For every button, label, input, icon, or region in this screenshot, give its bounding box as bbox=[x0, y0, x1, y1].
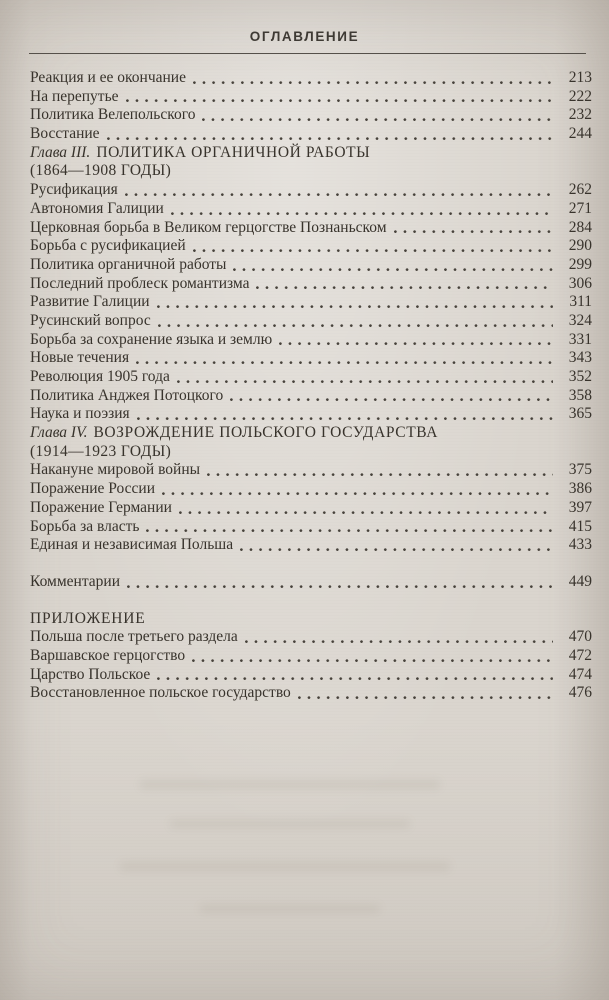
dot-leader bbox=[179, 511, 553, 515]
toc-entry-page-number: 386 bbox=[568, 480, 592, 498]
toc-entry-page-number: 449 bbox=[568, 572, 592, 590]
toc-entry-label: Наука и поэзия bbox=[30, 405, 130, 423]
toc-entry-row bbox=[30, 256, 592, 275]
toc-entry-label: Последний проблеск романтизма bbox=[30, 274, 250, 292]
toc-entry-label: Развитие Галиции bbox=[30, 293, 150, 311]
toc-entry-row bbox=[30, 628, 592, 647]
toc-entry-page-number: 324 bbox=[568, 311, 592, 329]
toc-entry-label: Русинский вопрос bbox=[30, 311, 151, 329]
toc-entry-label: Поражение России bbox=[30, 480, 156, 498]
toc-entry-label: Восстание bbox=[30, 125, 100, 143]
toc-entry-row bbox=[30, 312, 592, 331]
dot-leader bbox=[158, 324, 553, 328]
toc-entry-row bbox=[30, 69, 592, 88]
toc-entry-label: На перепутье bbox=[30, 87, 119, 105]
dot-leader bbox=[193, 249, 553, 253]
toc-entry-label: Новые течения bbox=[30, 349, 130, 367]
dot-leader bbox=[298, 696, 553, 700]
toc-entry-row bbox=[30, 349, 592, 368]
toc-entry-row bbox=[30, 536, 592, 555]
toc-entry-page-number: 290 bbox=[568, 237, 592, 255]
toc-entry-label: Комментарии bbox=[30, 572, 120, 590]
dot-leader bbox=[162, 492, 553, 496]
toc-entry-page-number: 358 bbox=[568, 386, 592, 404]
dot-leader bbox=[137, 417, 553, 421]
dot-leader bbox=[127, 585, 553, 589]
toc-entry-label: Церковная борьба в Великом герцогстве Познаньском bbox=[30, 218, 387, 236]
toc-entry-row bbox=[30, 125, 592, 144]
toc-entry-label: Восстановленное польское государство bbox=[30, 684, 291, 702]
toc-entry-page-number: 284 bbox=[568, 218, 592, 236]
toc-entry-label: Польша после третьего раздела bbox=[30, 628, 238, 646]
toc-entry-row bbox=[30, 275, 592, 294]
dot-leader bbox=[126, 99, 553, 103]
toc-entry-page-number: 415 bbox=[568, 517, 592, 535]
dot-leader bbox=[157, 677, 553, 681]
toc-entry-page-number: 343 bbox=[568, 349, 592, 367]
dot-leader bbox=[233, 268, 553, 272]
toc-entry-page-number: 476 bbox=[568, 684, 592, 702]
toc-entry-page-number: 472 bbox=[568, 646, 592, 664]
toc-blank-line bbox=[30, 555, 592, 573]
toc-entry-row bbox=[30, 200, 592, 219]
dot-leader bbox=[245, 640, 553, 644]
toc-entry-row bbox=[30, 573, 592, 592]
toc-section-heading: ПРИЛОЖЕНИЕ bbox=[30, 609, 146, 627]
toc-entry-page-number: 474 bbox=[568, 665, 592, 683]
toc-entry-label: Поражение Германии bbox=[30, 498, 172, 516]
toc-entry-row bbox=[30, 405, 592, 424]
dot-leader bbox=[146, 529, 553, 533]
dot-leader bbox=[230, 398, 553, 402]
toc-entry-row bbox=[30, 106, 592, 125]
dot-leader bbox=[125, 193, 553, 197]
toc-entry-label: Политика органичной работы bbox=[30, 255, 227, 273]
toc-entry-row bbox=[30, 368, 592, 387]
toc-entry-page-number: 433 bbox=[568, 536, 592, 554]
toc-entry-row bbox=[30, 684, 592, 703]
toc-entry-row bbox=[30, 219, 592, 238]
toc-entry-row bbox=[30, 461, 592, 480]
toc-entry-label: Политика Анджея Потоцкого bbox=[30, 386, 224, 404]
page-title: ОГЛАВЛЕНИЕ bbox=[249, 29, 360, 44]
dot-leader bbox=[202, 118, 553, 122]
toc-entry-page-number: 352 bbox=[568, 368, 592, 385]
toc-entry-row bbox=[30, 387, 592, 406]
toc-entry-page-number: 331 bbox=[568, 330, 592, 348]
toc-entry-row bbox=[30, 499, 592, 518]
page-showthrough-smudge bbox=[120, 862, 450, 871]
toc-chapter-heading bbox=[30, 424, 592, 443]
dot-leader bbox=[240, 548, 553, 552]
toc-entry-page-number: 213 bbox=[568, 69, 592, 86]
dot-leader bbox=[193, 81, 553, 85]
toc-entry-page-number: 365 bbox=[568, 405, 592, 423]
toc-entry-page-number: 222 bbox=[568, 87, 592, 105]
toc-entry-label: Реакция и ее окончание bbox=[30, 69, 186, 86]
toc-entry-page-number: 397 bbox=[568, 498, 592, 516]
toc-entry-row bbox=[30, 237, 592, 256]
toc-chapter-years: (1864—1908 ГОДЫ) bbox=[30, 162, 172, 180]
header-divider bbox=[29, 53, 586, 54]
toc-entry-label: Русификация bbox=[30, 181, 118, 199]
dot-leader bbox=[136, 361, 553, 365]
toc-entry-row bbox=[30, 88, 592, 107]
dot-leader bbox=[192, 659, 553, 663]
toc-entry-label: Накануне мировой войны bbox=[30, 461, 201, 479]
toc-entry-row bbox=[30, 331, 592, 350]
toc-entry-row bbox=[30, 518, 592, 537]
toc-entry-label: Борьба за сохранение языка и землю bbox=[30, 330, 273, 348]
toc-entry-label: Единая и независимая Польша bbox=[30, 536, 234, 554]
dot-leader bbox=[157, 305, 553, 309]
toc-entry-row bbox=[30, 480, 592, 499]
toc-entry-page-number: 375 bbox=[568, 461, 592, 479]
toc-entry-label: Политика Велепольского bbox=[30, 106, 196, 124]
toc-entry-row bbox=[30, 181, 592, 200]
toc-entry-page-number: 311 bbox=[569, 293, 592, 311]
toc-entry-label: Варшавское герцогство bbox=[30, 646, 186, 664]
chapter-number-label: Глава III. bbox=[30, 143, 91, 161]
page-showthrough-smudge bbox=[140, 780, 440, 789]
toc-entry-row bbox=[30, 293, 592, 312]
toc-entry-page-number: 262 bbox=[568, 181, 592, 199]
toc-blank-line bbox=[30, 592, 592, 610]
chapter-title-label: ПОЛИТИКА ОРГАНИЧНОЙ РАБОТЫ bbox=[96, 143, 371, 161]
dot-leader bbox=[207, 473, 553, 477]
page-showthrough-smudge bbox=[200, 905, 380, 913]
toc-entry-page-number: 232 bbox=[568, 106, 592, 124]
toc-entry-page-number: 244 bbox=[568, 125, 592, 143]
dot-leader bbox=[107, 137, 553, 141]
dot-leader bbox=[171, 212, 553, 216]
page-showthrough-smudge bbox=[170, 820, 410, 828]
toc-chapter-years: (1914—1923 ГОДЫ) bbox=[30, 442, 172, 460]
table-of-contents bbox=[30, 69, 592, 703]
toc-entry-label: Царство Польское bbox=[30, 665, 151, 683]
toc-entry-page-number: 470 bbox=[568, 628, 592, 646]
toc-chapter-heading bbox=[30, 144, 592, 163]
dot-leader bbox=[279, 342, 553, 346]
toc-entry-row bbox=[30, 666, 592, 685]
dot-leader bbox=[394, 230, 553, 234]
dot-leader bbox=[177, 380, 553, 384]
dot-leader bbox=[256, 286, 553, 290]
toc-entry-label: Борьба с русификацией bbox=[30, 237, 186, 255]
toc-entry-label: Революция 1905 года bbox=[30, 368, 170, 385]
toc-entry-page-number: 271 bbox=[568, 199, 592, 217]
toc-entry-page-number: 306 bbox=[568, 274, 592, 292]
toc-entry-label: Автономия Галиции bbox=[30, 199, 164, 217]
toc-entry-label: Борьба за власть bbox=[30, 517, 140, 535]
toc-entry-page-number: 299 bbox=[568, 255, 592, 273]
chapter-title-label: ВОЗРОЖДЕНИЕ ПОЛЬСКОГО ГОСУДАРСТВА bbox=[93, 424, 439, 442]
chapter-number-label: Глава IV. bbox=[30, 424, 88, 442]
toc-entry-row bbox=[30, 647, 592, 666]
